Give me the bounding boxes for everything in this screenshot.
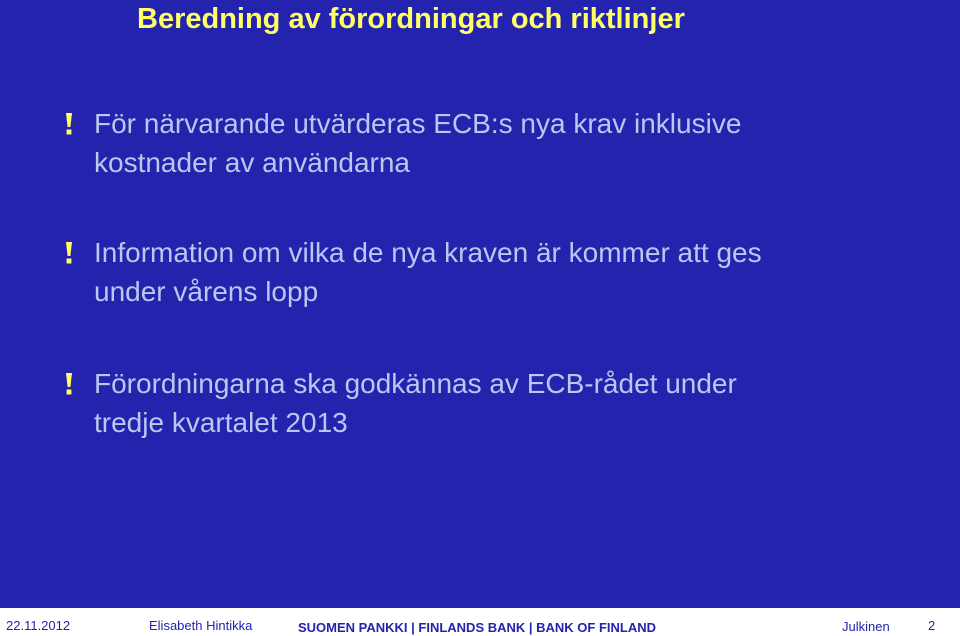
footer-organization: SUOMEN PANKKI | FINLANDS BANK | BANK OF FINLAND	[298, 620, 657, 635]
bullet-text: För närvarande utvärderas ECB:s nya krav inklusive kostnader av användarna	[94, 108, 742, 178]
footer-author: Elisabeth Hintikka	[149, 618, 253, 633]
footer-date: 22.11.2012	[6, 618, 71, 633]
slide-footer	[0, 608, 960, 636]
exclamation-bullet-icon	[62, 113, 76, 135]
slide-title: Beredning av förordningar och riktlinjer	[137, 3, 685, 35]
footer-classification: Julkinen	[842, 619, 890, 634]
bullet-text: Information om vilka de nya kraven är kommer att ges under vårens lopp	[94, 237, 762, 307]
footer-page-number: 2	[928, 618, 936, 633]
exclamation-bullet-icon	[62, 242, 76, 264]
bullet-text: Förordningarna ska godkännas av ECB-rådet under tredje kvartalet 2013	[94, 368, 737, 438]
exclamation-bullet-icon	[62, 373, 76, 395]
